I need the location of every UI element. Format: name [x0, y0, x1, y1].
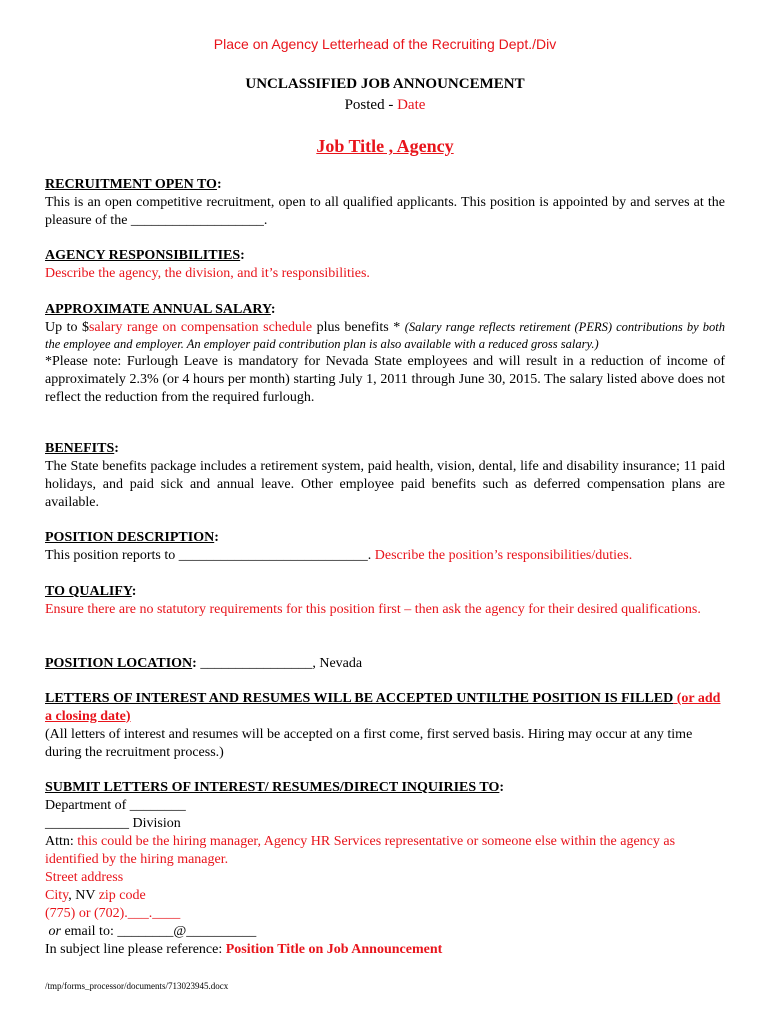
position-duties: Describe the position’s responsibilities/duties. — [374, 548, 633, 563]
document-path-footer: /tmp/forms_processor/documents/713023945.docx — [45, 981, 229, 991]
submit-subject: In subject line please reference: Position Title on Job Announcement — [45, 942, 443, 957]
posted-label: Posted - — [344, 97, 398, 113]
submit-section — [45, 779, 725, 959]
job-title: Job Title , Agency — [316, 136, 454, 156]
submit-street: Street address — [45, 870, 124, 885]
salary-section — [45, 301, 725, 407]
submit-heading: SUBMIT LETTERS OF INTEREST/ RESUMES/DIRECT INQUIRIES TO: — [45, 780, 505, 795]
position-heading: POSITION DESCRIPTION: — [45, 530, 219, 545]
announcement-title: UNCLASSIFIED JOB ANNOUNCEMENT — [245, 76, 525, 92]
position-text: This position reports to ___________________________. Describe the position’s responsibilities/duties. — [45, 548, 633, 563]
letterhead-note: Place on Agency Letterhead of the Recruiting Dept./Div — [213, 36, 557, 52]
posted-date: Date — [397, 97, 426, 113]
salary-heading: APPROXIMATE ANNUAL SALARY: — [45, 302, 276, 317]
letters-text: (All letters of interest and resumes will be accepted on a first come, first served basis. Hiring may occur at any time during the recruitment process.) — [45, 727, 693, 760]
letters-heading: LETTERS OF INTEREST AND RESUMES WILL BE ACCEPTED UNTILTHE POSITION IS FILLED (or add a closing date) — [45, 691, 721, 724]
submit-city: City, NV zip code — [45, 888, 146, 903]
submit-phone: (775) or (702).___.____ — [45, 906, 181, 921]
qualify-text: Ensure there are no statutory requirements for this position first – then ask the agency for their desired qualifications. — [45, 602, 701, 617]
benefits-text: The State benefits package includes a retirement system, paid health, vision, dental, life and disability insurance; 11 paid holidays, and paid sick and annual leave. Other employee paid benefits such as deferred compensation plans are available. — [45, 459, 725, 510]
salary-text: Up to $salary range on compensation schedule plus benefits * (Salary range reflects retirement (PERS) contributions by both the employee and employer. An employer paid contribution plan is also available with a reduced gross salary.) — [45, 320, 725, 351]
submit-email: or email to: ________@__________ — [48, 924, 257, 939]
recruitment-section — [45, 176, 725, 230]
closing-date-note: (or add a closing date) — [45, 691, 721, 724]
submit-attn: Attn: this could be the hiring manager, Agency HR Services representative or someone else within the agency as identified by the hiring manager. — [45, 834, 676, 867]
position-section — [45, 529, 725, 565]
location-section — [45, 655, 725, 673]
furlough-note: *Please note: Furlough Leave is mandatory for Nevada State employees and will result in a reduction of income of approximately 2.3% (or 4 hours per month) starting July 1, 2011 through June 30, 2015. The salary listed above does not reflect the reduction from the required furlough. — [45, 354, 725, 405]
recruitment-text: This is an open competitive recruitment, open to all qualified applicants. This position is appointed by and serves at the pleasure of the ___________________. — [45, 195, 725, 228]
posted-line — [0, 97, 770, 114]
letters-section — [45, 690, 725, 762]
submit-department: Department of ________ — [45, 798, 186, 813]
benefits-section — [45, 440, 725, 512]
salary-range: salary range on compensation schedule — [88, 320, 313, 335]
qualify-section — [45, 583, 725, 619]
salary-note: (Salary range reflects retirement (PERS) contributions by both the employee and employer. An employer paid contribution plan is also available with a reduced gross salary.) — [45, 320, 725, 351]
agency-section — [45, 247, 725, 283]
location-heading: POSITION LOCATION: — [45, 656, 197, 671]
agency-text: Describe the agency, the division, and it’s responsibilities. — [45, 266, 370, 281]
recruitment-heading: RECRUITMENT OPEN TO: — [45, 177, 222, 192]
location-text: ________________, Nevada — [196, 656, 363, 671]
benefits-heading: BENEFITS: — [45, 441, 119, 456]
submit-division: ____________ Division — [45, 816, 181, 831]
qualify-heading: TO QUALIFY: — [45, 584, 137, 599]
agency-heading: AGENCY RESPONSIBILITIES: — [45, 248, 245, 263]
